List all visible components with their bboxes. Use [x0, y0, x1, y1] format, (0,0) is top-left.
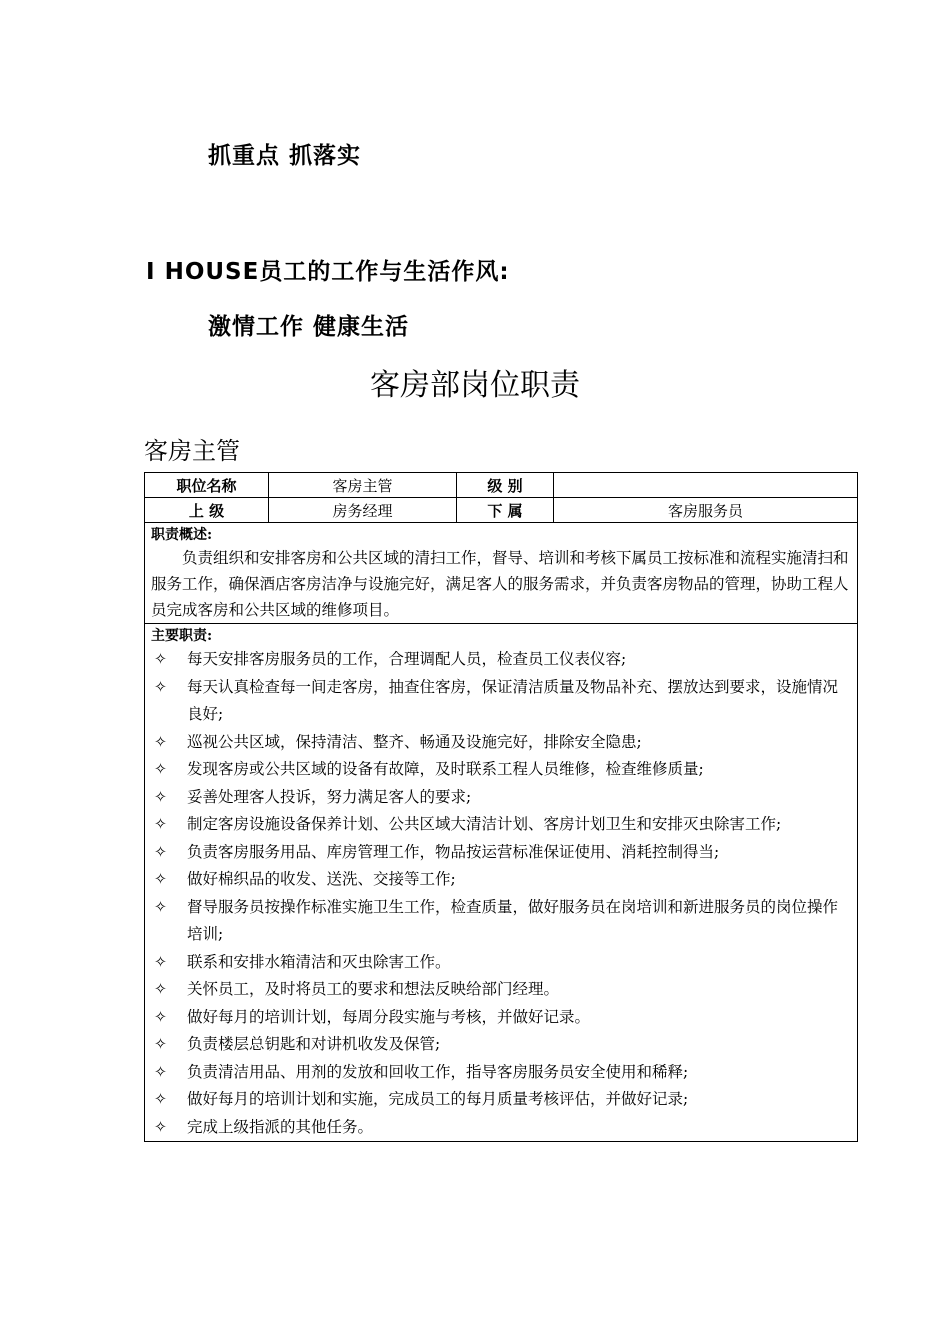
duty-item — [151, 811, 851, 839]
diamond-bullet-icon: ✧ — [154, 897, 167, 916]
table-row-position — [145, 473, 858, 498]
level-label: 级 别 — [457, 473, 554, 498]
duties-label: 主要职责: — [151, 628, 213, 644]
duty-text: 妥善处理客人投诉，努力满足客人的要求; — [187, 787, 472, 806]
duty-item — [151, 976, 851, 1004]
duty-item — [151, 784, 851, 812]
table-row-duties — [145, 624, 858, 1142]
diamond-bullet-icon: ✧ — [154, 1090, 167, 1108]
duty-text: 每天认真检查每一间走客房，抽查住客房，保证清洁质量及物品补充、摆放达到要求，设施情况良好; — [187, 677, 839, 723]
section-heading: 客房主管 — [144, 437, 240, 465]
duty-text: 督导服务员按操作标准实施卫生工作，检查质量，做好服务员在岗培训和新进服务员的岗位操作培训; — [187, 897, 839, 943]
diamond-bullet-icon: ✧ — [154, 1007, 167, 1026]
duty-text: 负责清洁用品、用剂的发放和回收工作，指导客房服务员安全使用和稀释; — [187, 1062, 689, 1081]
diamond-bullet-icon: ✧ — [154, 952, 167, 971]
diamond-bullet-icon: ✧ — [154, 980, 167, 998]
position-name-label: 职位名称 — [145, 473, 269, 498]
duty-item — [151, 949, 851, 977]
duty-item — [151, 1086, 851, 1114]
duty-text: 负责楼层总钥匙和对讲机收发及保管; — [187, 1035, 441, 1053]
overview-text: 负责组织和安排客房和公共区域的清扫工作，督导、培训和考核下属员工按标准和流程实施清扫和服务工作，确保酒店客房洁净与设施完好，满足客人的服务需求，并负责客房物品的管理，协助工程人员完成客房和公共区域的维修项目。 — [151, 549, 849, 619]
overview-label: 职责概述: — [151, 527, 213, 543]
duty-text: 每天安排客房服务员的工作，合理调配人员，检查员工仪表仪容; — [187, 650, 627, 668]
diamond-bullet-icon: ✧ — [154, 732, 167, 751]
diamond-bullet-icon: ✧ — [154, 842, 167, 861]
subordinate-label: 下 属 — [457, 498, 554, 523]
duty-item — [151, 1031, 851, 1059]
motto-line-3: 激情工作 健康生活 — [208, 314, 410, 340]
diamond-bullet-icon: ✧ — [154, 1062, 167, 1081]
overview-cell — [145, 523, 858, 624]
duty-text: 发现客房或公共区域的设备有故障，及时联系工程人员维修，检查维修质量; — [187, 760, 704, 778]
subordinate-value: 客房服务员 — [554, 498, 858, 523]
motto-line-1: 抓重点 抓落实 — [208, 143, 362, 169]
duty-item — [151, 1114, 851, 1142]
level-value — [554, 473, 858, 498]
duty-item — [151, 674, 851, 729]
duty-item — [151, 756, 851, 784]
duty-item — [151, 839, 851, 867]
superior-value: 房务经理 — [269, 498, 457, 523]
duty-item — [151, 894, 851, 949]
diamond-bullet-icon: ✧ — [154, 760, 167, 778]
motto-line-2: I HOUSE员工的工作与生活作风: — [146, 259, 510, 285]
duties-list — [151, 646, 851, 1141]
diamond-bullet-icon: ✧ — [154, 1035, 167, 1053]
duty-text: 做好棉织品的收发、送洗、交接等工作; — [187, 870, 456, 888]
diamond-bullet-icon: ✧ — [154, 677, 167, 696]
duties-cell — [145, 624, 858, 1142]
duty-item — [151, 1059, 851, 1087]
diamond-bullet-icon: ✧ — [154, 650, 167, 668]
duty-text: 做好每月的培训计划和实施，完成员工的每月质量考核评估，并做好记录; — [187, 1090, 689, 1108]
duty-item — [151, 729, 851, 757]
diamond-bullet-icon: ✧ — [154, 815, 167, 833]
duty-item — [151, 866, 851, 894]
duty-item — [151, 646, 851, 674]
duty-text: 做好每月的培训计划，每周分段实施与考核，并做好记录。 — [187, 1007, 591, 1026]
duty-text: 联系和安排水箱清洁和灭虫除害工作。 — [187, 952, 451, 971]
duty-text: 关怀员工，及时将员工的要求和想法反映给部门经理。 — [187, 980, 560, 998]
table-row-reporting — [145, 498, 858, 523]
document-title: 客房部岗位职责 — [370, 368, 580, 403]
diamond-bullet-icon: ✧ — [154, 1117, 167, 1136]
duty-text: 巡视公共区域，保持清洁、整齐、畅通及设施完好，排除安全隐患; — [187, 732, 642, 751]
duty-text: 完成上级指派的其他任务。 — [187, 1117, 374, 1136]
job-duty-table — [144, 472, 858, 1142]
superior-label: 上 级 — [145, 498, 269, 523]
duty-text: 负责客房服务用品、库房管理工作，物品按运营标准保证使用、消耗控制得当; — [187, 842, 720, 861]
diamond-bullet-icon: ✧ — [154, 787, 167, 806]
diamond-bullet-icon: ✧ — [154, 870, 167, 888]
duty-item — [151, 1004, 851, 1032]
duty-text: 制定客房设施设备保养计划、公共区域大清洁计划、客房计划卫生和安排灭虫除害工作; — [187, 815, 782, 833]
position-name-value: 客房主管 — [269, 473, 457, 498]
table-row-overview — [145, 523, 858, 624]
